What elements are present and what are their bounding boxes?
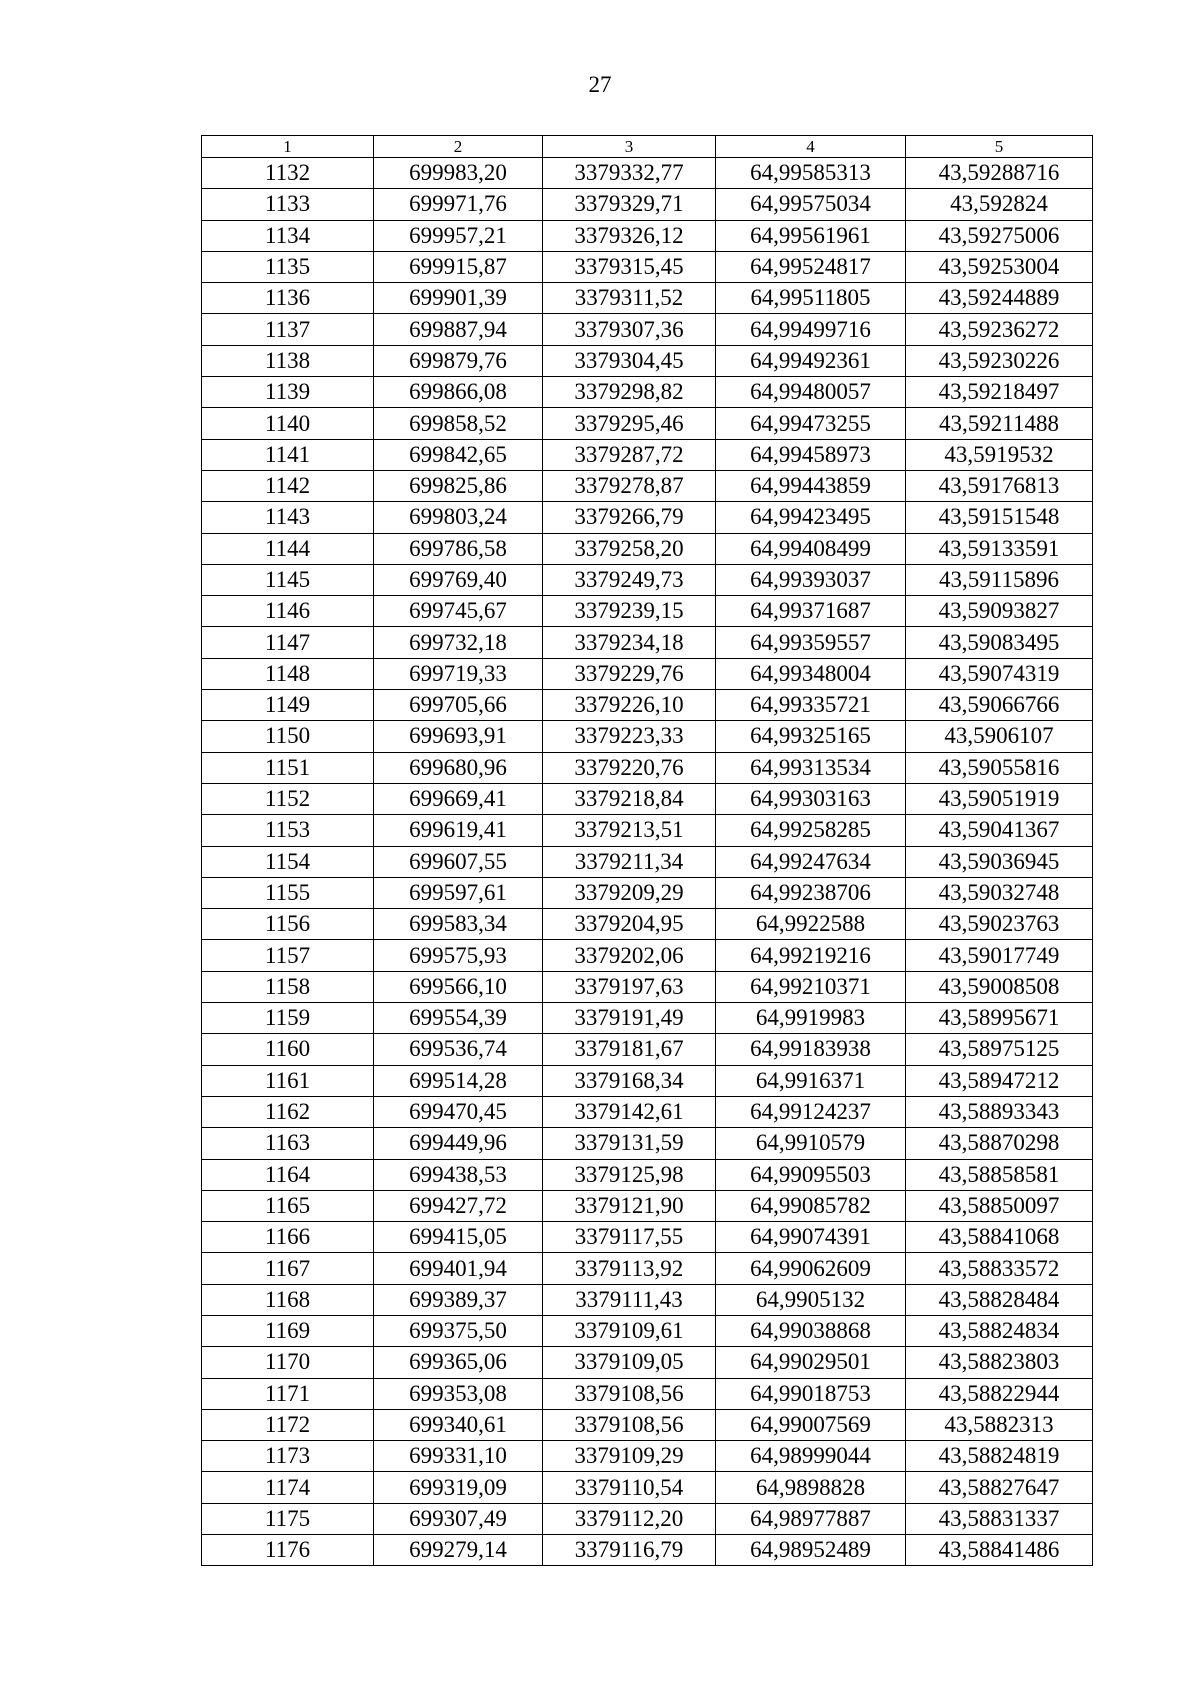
- y-coordinate-cell: 3379226,10: [543, 690, 716, 721]
- table-row: [202, 158, 1093, 189]
- x-coordinate-cell: 699438,53: [374, 1159, 543, 1190]
- table-row: [202, 345, 1093, 376]
- table-row: [202, 251, 1093, 282]
- column-header-3: 3: [543, 136, 716, 158]
- table-row: [202, 1315, 1093, 1346]
- point-number-cell: 1172: [202, 1409, 374, 1440]
- latitude-cell: 43,59236272: [906, 314, 1093, 345]
- x-coordinate-cell: 699957,21: [374, 220, 543, 251]
- y-coordinate-cell: 3379229,76: [543, 658, 716, 689]
- point-number-cell: 1164: [202, 1159, 374, 1190]
- longitude-cell: 64,99313534: [716, 752, 906, 783]
- longitude-cell: 64,99561961: [716, 220, 906, 251]
- y-coordinate-cell: 3379116,79: [543, 1535, 716, 1566]
- point-number-cell: 1137: [202, 314, 374, 345]
- y-coordinate-cell: 3379125,98: [543, 1159, 716, 1190]
- latitude-cell: 43,58828484: [906, 1284, 1093, 1315]
- table-row: [202, 564, 1093, 595]
- table-header: [202, 136, 1093, 158]
- x-coordinate-cell: 699415,05: [374, 1222, 543, 1253]
- point-number-cell: 1175: [202, 1503, 374, 1534]
- y-coordinate-cell: 3379258,20: [543, 533, 716, 564]
- latitude-cell: 43,59074319: [906, 658, 1093, 689]
- x-coordinate-cell: 699732,18: [374, 627, 543, 658]
- table-row: [202, 1284, 1093, 1315]
- table-row: [202, 721, 1093, 752]
- latitude-cell: 43,59023763: [906, 909, 1093, 940]
- x-coordinate-cell: 699803,24: [374, 502, 543, 533]
- table-row: [202, 189, 1093, 220]
- y-coordinate-cell: 3379111,43: [543, 1284, 716, 1315]
- point-number-cell: 1176: [202, 1535, 374, 1566]
- longitude-cell: 64,99408499: [716, 533, 906, 564]
- y-coordinate-cell: 3379220,76: [543, 752, 716, 783]
- point-number-cell: 1149: [202, 690, 374, 721]
- x-coordinate-cell: 699915,87: [374, 251, 543, 282]
- table-row: [202, 1034, 1093, 1065]
- x-coordinate-cell: 699842,65: [374, 439, 543, 470]
- point-number-cell: 1162: [202, 1096, 374, 1127]
- point-number-cell: 1160: [202, 1034, 374, 1065]
- y-coordinate-cell: 3379131,59: [543, 1128, 716, 1159]
- x-coordinate-cell: 699745,67: [374, 596, 543, 627]
- x-coordinate-cell: 699705,66: [374, 690, 543, 721]
- latitude-cell: 43,58841068: [906, 1222, 1093, 1253]
- table-row: [202, 377, 1093, 408]
- latitude-cell: 43,59253004: [906, 251, 1093, 282]
- latitude-cell: 43,59176813: [906, 470, 1093, 501]
- longitude-cell: 64,99085782: [716, 1190, 906, 1221]
- latitude-cell: 43,58823803: [906, 1347, 1093, 1378]
- table-row: [202, 502, 1093, 533]
- y-coordinate-cell: 3379181,67: [543, 1034, 716, 1065]
- y-coordinate-cell: 3379287,72: [543, 439, 716, 470]
- point-number-cell: 1144: [202, 533, 374, 564]
- table-row: [202, 783, 1093, 814]
- longitude-cell: 64,99074391: [716, 1222, 906, 1253]
- point-number-cell: 1157: [202, 940, 374, 971]
- table-row: [202, 1190, 1093, 1221]
- table-header-row: [202, 136, 1093, 158]
- x-coordinate-cell: 699769,40: [374, 564, 543, 595]
- longitude-cell: 64,98977887: [716, 1503, 906, 1534]
- point-number-cell: 1141: [202, 439, 374, 470]
- longitude-cell: 64,99585313: [716, 158, 906, 189]
- latitude-cell: 43,592824: [906, 189, 1093, 220]
- table-row: [202, 1535, 1093, 1566]
- point-number-cell: 1156: [202, 909, 374, 940]
- latitude-cell: 43,58827647: [906, 1472, 1093, 1503]
- x-coordinate-cell: 699858,52: [374, 408, 543, 439]
- longitude-cell: 64,99423495: [716, 502, 906, 533]
- x-coordinate-cell: 699319,09: [374, 1472, 543, 1503]
- longitude-cell: 64,99124237: [716, 1096, 906, 1127]
- x-coordinate-cell: 699971,76: [374, 189, 543, 220]
- y-coordinate-cell: 3379191,49: [543, 1003, 716, 1034]
- latitude-cell: 43,59066766: [906, 690, 1093, 721]
- point-number-cell: 1161: [202, 1065, 374, 1096]
- x-coordinate-cell: 699619,41: [374, 815, 543, 846]
- latitude-cell: 43,58824819: [906, 1441, 1093, 1472]
- latitude-cell: 43,59288716: [906, 158, 1093, 189]
- y-coordinate-cell: 3379202,06: [543, 940, 716, 971]
- point-number-cell: 1134: [202, 220, 374, 251]
- x-coordinate-cell: 699669,41: [374, 783, 543, 814]
- longitude-cell: 64,99258285: [716, 815, 906, 846]
- table-row: [202, 846, 1093, 877]
- table-row: [202, 1222, 1093, 1253]
- latitude-cell: 43,59275006: [906, 220, 1093, 251]
- y-coordinate-cell: 3379110,54: [543, 1472, 716, 1503]
- latitude-cell: 43,58870298: [906, 1128, 1093, 1159]
- latitude-cell: 43,5919532: [906, 439, 1093, 470]
- x-coordinate-cell: 699583,34: [374, 909, 543, 940]
- y-coordinate-cell: 3379326,12: [543, 220, 716, 251]
- latitude-cell: 43,59055816: [906, 752, 1093, 783]
- longitude-cell: 64,99219216: [716, 940, 906, 971]
- latitude-cell: 43,59083495: [906, 627, 1093, 658]
- latitude-cell: 43,59133591: [906, 533, 1093, 564]
- table-row: [202, 439, 1093, 470]
- x-coordinate-cell: 699375,50: [374, 1315, 543, 1346]
- table-row: [202, 627, 1093, 658]
- longitude-cell: 64,99371687: [716, 596, 906, 627]
- point-number-cell: 1133: [202, 189, 374, 220]
- latitude-cell: 43,59230226: [906, 345, 1093, 376]
- longitude-cell: 64,99007569: [716, 1409, 906, 1440]
- x-coordinate-cell: 699365,06: [374, 1347, 543, 1378]
- y-coordinate-cell: 3379168,34: [543, 1065, 716, 1096]
- table-row: [202, 690, 1093, 721]
- latitude-cell: 43,59041367: [906, 815, 1093, 846]
- longitude-cell: 64,98952489: [716, 1535, 906, 1566]
- point-number-cell: 1132: [202, 158, 374, 189]
- x-coordinate-cell: 699597,61: [374, 877, 543, 908]
- point-number-cell: 1166: [202, 1222, 374, 1253]
- longitude-cell: 64,9916371: [716, 1065, 906, 1096]
- latitude-cell: 43,59017749: [906, 940, 1093, 971]
- point-number-cell: 1171: [202, 1378, 374, 1409]
- longitude-cell: 64,98999044: [716, 1441, 906, 1472]
- latitude-cell: 43,58841486: [906, 1535, 1093, 1566]
- y-coordinate-cell: 3379278,87: [543, 470, 716, 501]
- y-coordinate-cell: 3379223,33: [543, 721, 716, 752]
- longitude-cell: 64,99348004: [716, 658, 906, 689]
- column-header-4: 4: [716, 136, 906, 158]
- longitude-cell: 64,99183938: [716, 1034, 906, 1065]
- longitude-cell: 64,99335721: [716, 690, 906, 721]
- y-coordinate-cell: 3379109,29: [543, 1441, 716, 1472]
- x-coordinate-cell: 699575,93: [374, 940, 543, 971]
- y-coordinate-cell: 3379121,90: [543, 1190, 716, 1221]
- table-row: [202, 752, 1093, 783]
- latitude-cell: 43,58831337: [906, 1503, 1093, 1534]
- coordinates-table: [201, 135, 1093, 1566]
- latitude-cell: 43,58833572: [906, 1253, 1093, 1284]
- x-coordinate-cell: 699514,28: [374, 1065, 543, 1096]
- longitude-cell: 64,99480057: [716, 377, 906, 408]
- table-row: [202, 1503, 1093, 1534]
- table-row: [202, 1347, 1093, 1378]
- y-coordinate-cell: 3379213,51: [543, 815, 716, 846]
- y-coordinate-cell: 3379315,45: [543, 251, 716, 282]
- x-coordinate-cell: 699401,94: [374, 1253, 543, 1284]
- table-row: [202, 533, 1093, 564]
- point-number-cell: 1173: [202, 1441, 374, 1472]
- latitude-cell: 43,59151548: [906, 502, 1093, 533]
- latitude-cell: 43,58893343: [906, 1096, 1093, 1127]
- longitude-cell: 64,9905132: [716, 1284, 906, 1315]
- longitude-cell: 64,99575034: [716, 189, 906, 220]
- longitude-cell: 64,99238706: [716, 877, 906, 908]
- y-coordinate-cell: 3379109,61: [543, 1315, 716, 1346]
- point-number-cell: 1135: [202, 251, 374, 282]
- point-number-cell: 1145: [202, 564, 374, 595]
- latitude-cell: 43,59218497: [906, 377, 1093, 408]
- latitude-cell: 43,58822944: [906, 1378, 1093, 1409]
- longitude-cell: 64,99473255: [716, 408, 906, 439]
- x-coordinate-cell: 699566,10: [374, 971, 543, 1002]
- longitude-cell: 64,99359557: [716, 627, 906, 658]
- latitude-cell: 43,5906107: [906, 721, 1093, 752]
- latitude-cell: 43,59051919: [906, 783, 1093, 814]
- x-coordinate-cell: 699901,39: [374, 283, 543, 314]
- x-coordinate-cell: 699536,74: [374, 1034, 543, 1065]
- longitude-cell: 64,9898828: [716, 1472, 906, 1503]
- y-coordinate-cell: 3379113,92: [543, 1253, 716, 1284]
- y-coordinate-cell: 3379108,56: [543, 1378, 716, 1409]
- point-number-cell: 1167: [202, 1253, 374, 1284]
- table-row: [202, 1253, 1093, 1284]
- latitude-cell: 43,59211488: [906, 408, 1093, 439]
- y-coordinate-cell: 3379311,52: [543, 283, 716, 314]
- x-coordinate-cell: 699866,08: [374, 377, 543, 408]
- longitude-cell: 64,99247634: [716, 846, 906, 877]
- longitude-cell: 64,99018753: [716, 1378, 906, 1409]
- column-header-5: 5: [906, 136, 1093, 158]
- y-coordinate-cell: 3379109,05: [543, 1347, 716, 1378]
- x-coordinate-cell: 699887,94: [374, 314, 543, 345]
- longitude-cell: 64,9922588: [716, 909, 906, 940]
- y-coordinate-cell: 3379197,63: [543, 971, 716, 1002]
- table-row: [202, 408, 1093, 439]
- y-coordinate-cell: 3379112,20: [543, 1503, 716, 1534]
- latitude-cell: 43,59008508: [906, 971, 1093, 1002]
- point-number-cell: 1140: [202, 408, 374, 439]
- point-number-cell: 1139: [202, 377, 374, 408]
- x-coordinate-cell: 699449,96: [374, 1128, 543, 1159]
- y-coordinate-cell: 3379249,73: [543, 564, 716, 595]
- y-coordinate-cell: 3379298,82: [543, 377, 716, 408]
- x-coordinate-cell: 699353,08: [374, 1378, 543, 1409]
- table-row: [202, 971, 1093, 1002]
- x-coordinate-cell: 699680,96: [374, 752, 543, 783]
- longitude-cell: 64,99443859: [716, 470, 906, 501]
- table-row: [202, 1096, 1093, 1127]
- point-number-cell: 1150: [202, 721, 374, 752]
- point-number-cell: 1142: [202, 470, 374, 501]
- longitude-cell: 64,99492361: [716, 345, 906, 376]
- table-row: [202, 1159, 1093, 1190]
- latitude-cell: 43,58975125: [906, 1034, 1093, 1065]
- table-row: [202, 283, 1093, 314]
- latitude-cell: 43,59115896: [906, 564, 1093, 595]
- table-row: [202, 1065, 1093, 1096]
- latitude-cell: 43,59032748: [906, 877, 1093, 908]
- point-number-cell: 1146: [202, 596, 374, 627]
- y-coordinate-cell: 3379234,18: [543, 627, 716, 658]
- table-row: [202, 658, 1093, 689]
- table-row: [202, 220, 1093, 251]
- table-row: [202, 1472, 1093, 1503]
- table-row: [202, 314, 1093, 345]
- table-row: [202, 470, 1093, 501]
- latitude-cell: 43,58824834: [906, 1315, 1093, 1346]
- latitude-cell: 43,58850097: [906, 1190, 1093, 1221]
- y-coordinate-cell: 3379295,46: [543, 408, 716, 439]
- point-number-cell: 1155: [202, 877, 374, 908]
- latitude-cell: 43,5882313: [906, 1409, 1093, 1440]
- table-body: [202, 158, 1093, 1566]
- page-number: 27: [588, 72, 612, 97]
- x-coordinate-cell: 699786,58: [374, 533, 543, 564]
- y-coordinate-cell: 3379329,71: [543, 189, 716, 220]
- point-number-cell: 1159: [202, 1003, 374, 1034]
- point-number-cell: 1152: [202, 783, 374, 814]
- x-coordinate-cell: 699879,76: [374, 345, 543, 376]
- y-coordinate-cell: 3379266,79: [543, 502, 716, 533]
- point-number-cell: 1158: [202, 971, 374, 1002]
- point-number-cell: 1143: [202, 502, 374, 533]
- table-row: [202, 815, 1093, 846]
- table-row: [202, 1003, 1093, 1034]
- point-number-cell: 1154: [202, 846, 374, 877]
- x-coordinate-cell: 699331,10: [374, 1441, 543, 1472]
- longitude-cell: 64,99458973: [716, 439, 906, 470]
- y-coordinate-cell: 3379117,55: [543, 1222, 716, 1253]
- y-coordinate-cell: 3379332,77: [543, 158, 716, 189]
- latitude-cell: 43,59036945: [906, 846, 1093, 877]
- longitude-cell: 64,9919983: [716, 1003, 906, 1034]
- y-coordinate-cell: 3379307,36: [543, 314, 716, 345]
- y-coordinate-cell: 3379211,34: [543, 846, 716, 877]
- x-coordinate-cell: 699470,45: [374, 1096, 543, 1127]
- longitude-cell: 64,99210371: [716, 971, 906, 1002]
- longitude-cell: 64,99303163: [716, 783, 906, 814]
- point-number-cell: 1136: [202, 283, 374, 314]
- longitude-cell: 64,99062609: [716, 1253, 906, 1284]
- y-coordinate-cell: 3379204,95: [543, 909, 716, 940]
- longitude-cell: 64,99393037: [716, 564, 906, 595]
- point-number-cell: 1165: [202, 1190, 374, 1221]
- latitude-cell: 43,59244889: [906, 283, 1093, 314]
- table-row: [202, 940, 1093, 971]
- longitude-cell: 64,99095503: [716, 1159, 906, 1190]
- table-row: [202, 877, 1093, 908]
- y-coordinate-cell: 3379304,45: [543, 345, 716, 376]
- latitude-cell: 43,59093827: [906, 596, 1093, 627]
- point-number-cell: 1163: [202, 1128, 374, 1159]
- point-number-cell: 1138: [202, 345, 374, 376]
- table-row: [202, 596, 1093, 627]
- longitude-cell: 64,99524817: [716, 251, 906, 282]
- x-coordinate-cell: 699693,91: [374, 721, 543, 752]
- latitude-cell: 43,58858581: [906, 1159, 1093, 1190]
- point-number-cell: 1168: [202, 1284, 374, 1315]
- x-coordinate-cell: 699279,14: [374, 1535, 543, 1566]
- longitude-cell: 64,9910579: [716, 1128, 906, 1159]
- column-header-1: 1: [202, 136, 374, 158]
- longitude-cell: 64,99499716: [716, 314, 906, 345]
- table-row: [202, 1128, 1093, 1159]
- table-row: [202, 909, 1093, 940]
- latitude-cell: 43,58947212: [906, 1065, 1093, 1096]
- x-coordinate-cell: 699427,72: [374, 1190, 543, 1221]
- y-coordinate-cell: 3379239,15: [543, 596, 716, 627]
- latitude-cell: 43,58995671: [906, 1003, 1093, 1034]
- y-coordinate-cell: 3379142,61: [543, 1096, 716, 1127]
- point-number-cell: 1169: [202, 1315, 374, 1346]
- table-row: [202, 1378, 1093, 1409]
- y-coordinate-cell: 3379209,29: [543, 877, 716, 908]
- x-coordinate-cell: 699607,55: [374, 846, 543, 877]
- point-number-cell: 1170: [202, 1347, 374, 1378]
- x-coordinate-cell: 699554,39: [374, 1003, 543, 1034]
- table-row: [202, 1409, 1093, 1440]
- table-row: [202, 1441, 1093, 1472]
- point-number-cell: 1153: [202, 815, 374, 846]
- y-coordinate-cell: 3379108,56: [543, 1409, 716, 1440]
- x-coordinate-cell: 699983,20: [374, 158, 543, 189]
- x-coordinate-cell: 699719,33: [374, 658, 543, 689]
- longitude-cell: 64,99029501: [716, 1347, 906, 1378]
- point-number-cell: 1148: [202, 658, 374, 689]
- x-coordinate-cell: 699825,86: [374, 470, 543, 501]
- point-number-cell: 1151: [202, 752, 374, 783]
- longitude-cell: 64,99511805: [716, 283, 906, 314]
- x-coordinate-cell: 699307,49: [374, 1503, 543, 1534]
- longitude-cell: 64,99038868: [716, 1315, 906, 1346]
- x-coordinate-cell: 699389,37: [374, 1284, 543, 1315]
- point-number-cell: 1147: [202, 627, 374, 658]
- x-coordinate-cell: 699340,61: [374, 1409, 543, 1440]
- point-number-cell: 1174: [202, 1472, 374, 1503]
- y-coordinate-cell: 3379218,84: [543, 783, 716, 814]
- column-header-2: 2: [374, 136, 543, 158]
- longitude-cell: 64,99325165: [716, 721, 906, 752]
